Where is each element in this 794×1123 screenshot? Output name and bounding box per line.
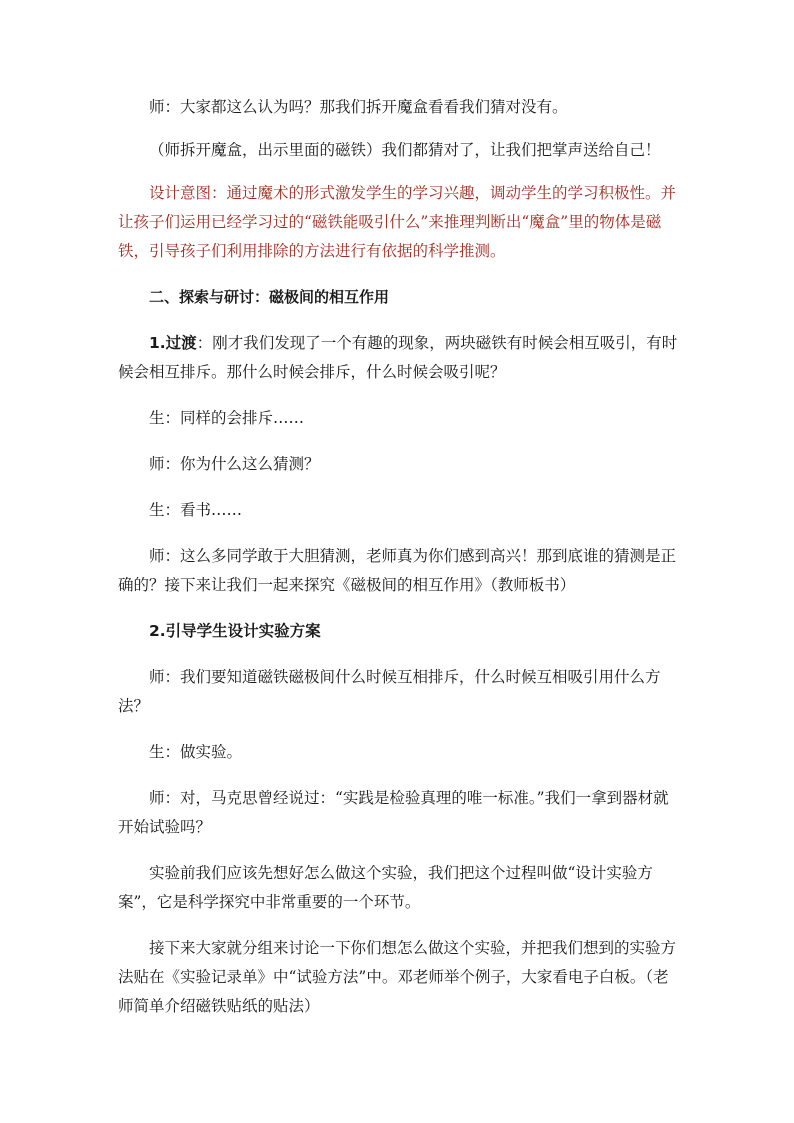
teacher-line-what-method: 师：我们要知道磁铁磁极间什么时候互相排斥，什么时候互相吸引用什么方法？ bbox=[118, 668, 661, 715]
document-body bbox=[118, 93, 678, 1038]
design-intent-paragraph: 设计意图：通过魔术的形式激发学生的学习兴趣，调动学生的学习积极性。并让孩子们运用已经学习过的“磁铁能吸引什么”来推理判断出“魔盒”里的物体是磁铁，引导孩子们利用排除的方法进行有依据的科学推测。 bbox=[118, 184, 677, 260]
student-line-read-book: 生：看书…… bbox=[149, 501, 243, 519]
teacher-line-why-guess: 师：你为什么这么猜测？ bbox=[149, 455, 320, 473]
subsection-design-plan: 2.引导学生设计实验方案 bbox=[149, 622, 321, 640]
student-line-same-repel: 生：同样的会排斥…… bbox=[149, 409, 305, 427]
teacher-line-open-box: 师：大家都这么认为吗？那我们拆开魔盒看看我们猜对没有。 bbox=[149, 98, 568, 116]
stage-direction-show-magnet: （师拆开魔盒，出示里面的磁铁）我们都猜对了，让我们把掌声送给自己！ bbox=[149, 141, 661, 159]
teacher-line-marx-quote: 师：对，马克思曾经说过：“实践是检验真理的唯一标准。”我们一拿到器材就开始试验吗？ bbox=[118, 789, 669, 836]
transition-label: 1.过渡 bbox=[149, 334, 197, 352]
subsection-transition bbox=[118, 329, 678, 387]
teacher-line-explore-topic: 师：这么多同学敢于大胆猜测，老师真为你们感到高兴！那到底谁的猜测是正确的？接下来让我们一起来探究《磁极间的相互作用》（教师板书） bbox=[118, 547, 677, 594]
teacher-line-design-plan: 实验前我们应该先想好怎么做这个实验，我们把这个过程叫做“设计实验方案”，它是科学探究中非常重要的一个环节。 bbox=[118, 864, 653, 911]
student-line-experiment: 生：做实验。 bbox=[149, 743, 243, 761]
transition-text: ：刚才我们发现了一个有趣的现象，两块磁铁有时候会相互吸引，有时候会相互排斥。那什么时候会排斥，什么时候会吸引呢？ bbox=[118, 334, 678, 381]
teacher-line-group-discuss: 接下来大家就分组来讨论一下你们想怎么做这个实验，并把我们想到的实验方法贴在《实验记录单》中“试验方法”中。邓老师举个例子，大家看电子白板。（老师简单介绍磁铁贴纸的贴法） bbox=[118, 939, 677, 1015]
section-heading-explore: 二、探索与研讨：磁极间的相互作用 bbox=[149, 288, 390, 306]
